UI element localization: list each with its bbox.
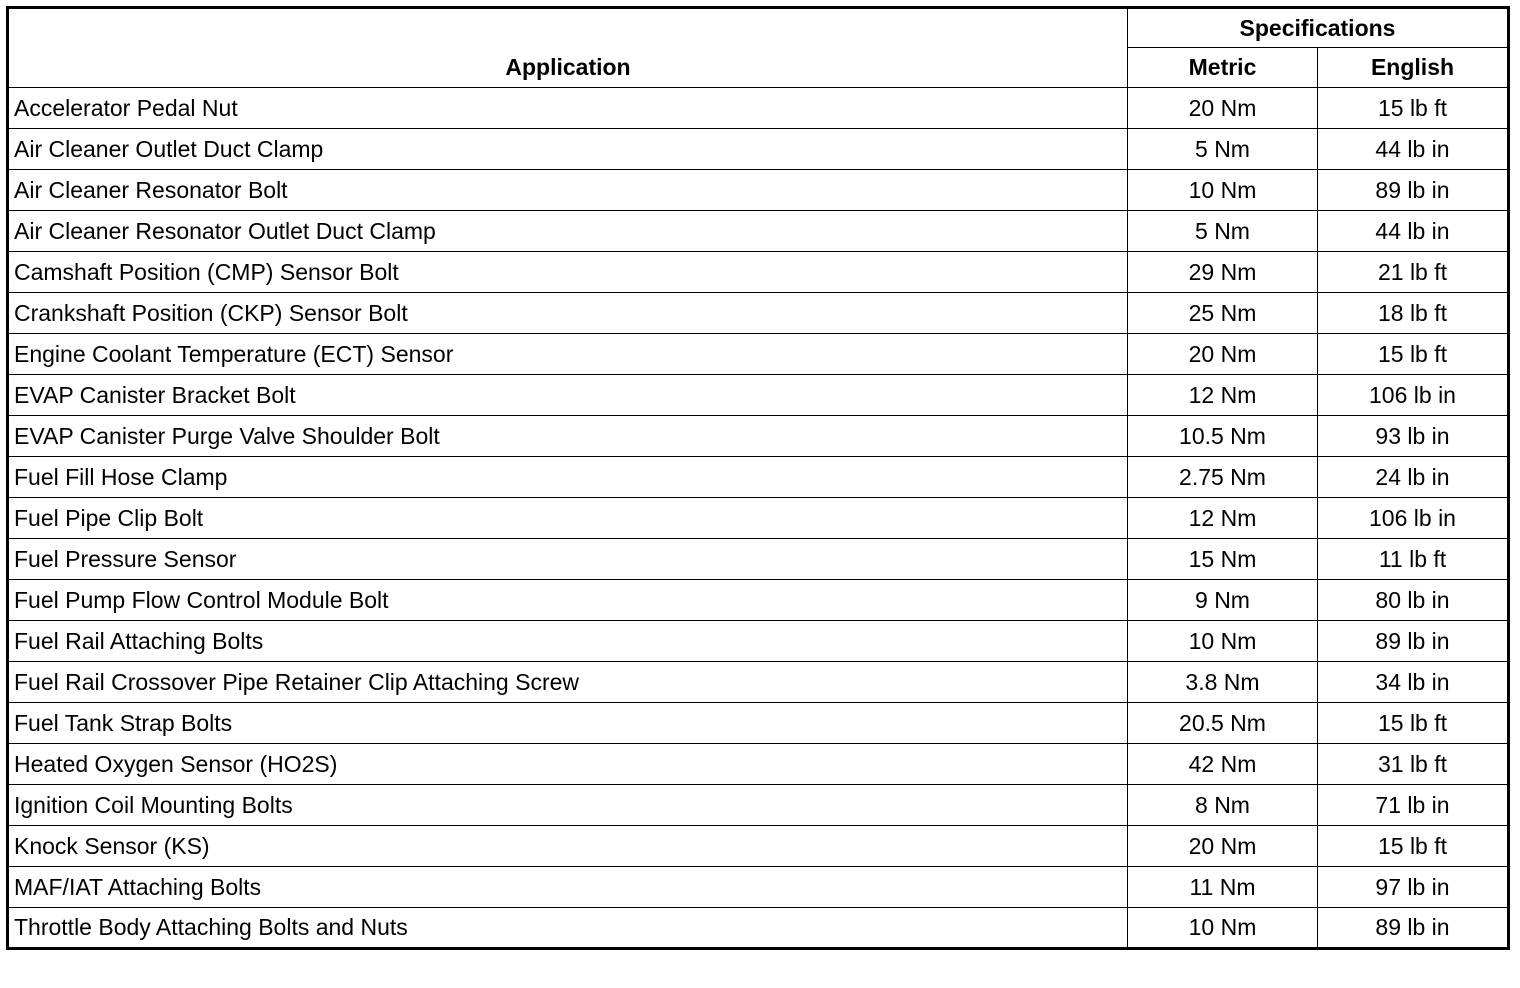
column-header-specifications: Specifications [1128,8,1509,48]
english-cell: 34 lb in [1318,662,1509,703]
table-row [8,785,1509,826]
table-row [8,621,1509,662]
application-cell: EVAP Canister Purge Valve Shoulder Bolt [8,416,1128,457]
application-cell: Accelerator Pedal Nut [8,88,1128,129]
english-cell: 44 lb in [1318,211,1509,252]
application-cell: Crankshaft Position (CKP) Sensor Bolt [8,293,1128,334]
metric-cell: 20 Nm [1128,88,1318,129]
table-body [8,88,1509,949]
table-row [8,457,1509,498]
english-cell: 24 lb in [1318,457,1509,498]
application-cell: Engine Coolant Temperature (ECT) Sensor [8,334,1128,375]
table-row [8,867,1509,908]
application-cell: Air Cleaner Outlet Duct Clamp [8,129,1128,170]
table-row [8,703,1509,744]
application-cell: Fuel Rail Crossover Pipe Retainer Clip Attaching Screw [8,662,1128,703]
table-row [8,88,1509,129]
table-row [8,498,1509,539]
english-cell: 89 lb in [1318,621,1509,662]
application-cell: Fuel Tank Strap Bolts [8,703,1128,744]
english-cell: 93 lb in [1318,416,1509,457]
application-cell: Heated Oxygen Sensor (HO2S) [8,744,1128,785]
metric-cell: 42 Nm [1128,744,1318,785]
metric-cell: 29 Nm [1128,252,1318,293]
table-row [8,170,1509,211]
english-cell: 97 lb in [1318,867,1509,908]
application-cell: Fuel Fill Hose Clamp [8,457,1128,498]
metric-cell: 20 Nm [1128,826,1318,867]
application-cell: Ignition Coil Mounting Bolts [8,785,1128,826]
application-cell: Fuel Pressure Sensor [8,539,1128,580]
application-cell: Knock Sensor (KS) [8,826,1128,867]
english-cell: 18 lb ft [1318,293,1509,334]
column-header-metric: Metric [1128,48,1318,88]
table-row [8,252,1509,293]
english-cell: 89 lb in [1318,170,1509,211]
table-row [8,908,1509,949]
metric-cell: 10.5 Nm [1128,416,1318,457]
table-row [8,416,1509,457]
column-header-application: Application [8,8,1128,88]
metric-cell: 12 Nm [1128,498,1318,539]
english-cell: 15 lb ft [1318,826,1509,867]
application-cell: Air Cleaner Resonator Outlet Duct Clamp [8,211,1128,252]
table-row [8,211,1509,252]
english-cell: 106 lb in [1318,498,1509,539]
metric-cell: 5 Nm [1128,211,1318,252]
metric-cell: 20 Nm [1128,334,1318,375]
english-cell: 106 lb in [1318,375,1509,416]
metric-cell: 20.5 Nm [1128,703,1318,744]
table-row [8,744,1509,785]
table-header [8,8,1509,88]
table-row [8,129,1509,170]
metric-cell: 12 Nm [1128,375,1318,416]
application-cell: MAF/IAT Attaching Bolts [8,867,1128,908]
application-cell: EVAP Canister Bracket Bolt [8,375,1128,416]
english-cell: 21 lb ft [1318,252,1509,293]
english-cell: 15 lb ft [1318,88,1509,129]
column-header-english: English [1318,48,1509,88]
metric-cell: 10 Nm [1128,908,1318,949]
table-row [8,334,1509,375]
metric-cell: 9 Nm [1128,580,1318,621]
english-cell: 89 lb in [1318,908,1509,949]
metric-cell: 11 Nm [1128,867,1318,908]
fastener-torque-spec-table [6,6,1510,950]
table-row [8,293,1509,334]
metric-cell: 15 Nm [1128,539,1318,580]
metric-cell: 3.8 Nm [1128,662,1318,703]
metric-cell: 10 Nm [1128,621,1318,662]
table-row [8,580,1509,621]
table-row [8,375,1509,416]
metric-cell: 2.75 Nm [1128,457,1318,498]
english-cell: 31 lb ft [1318,744,1509,785]
application-cell: Fuel Rail Attaching Bolts [8,621,1128,662]
english-cell: 44 lb in [1318,129,1509,170]
english-cell: 80 lb in [1318,580,1509,621]
english-cell: 71 lb in [1318,785,1509,826]
application-cell: Fuel Pump Flow Control Module Bolt [8,580,1128,621]
metric-cell: 25 Nm [1128,293,1318,334]
english-cell: 15 lb ft [1318,334,1509,375]
table-row [8,539,1509,580]
application-cell: Camshaft Position (CMP) Sensor Bolt [8,252,1128,293]
table-row [8,826,1509,867]
english-cell: 11 lb ft [1318,539,1509,580]
metric-cell: 8 Nm [1128,785,1318,826]
metric-cell: 10 Nm [1128,170,1318,211]
english-cell: 15 lb ft [1318,703,1509,744]
application-cell: Air Cleaner Resonator Bolt [8,170,1128,211]
metric-cell: 5 Nm [1128,129,1318,170]
table-row [8,662,1509,703]
application-cell: Fuel Pipe Clip Bolt [8,498,1128,539]
application-cell: Throttle Body Attaching Bolts and Nuts [8,908,1128,949]
